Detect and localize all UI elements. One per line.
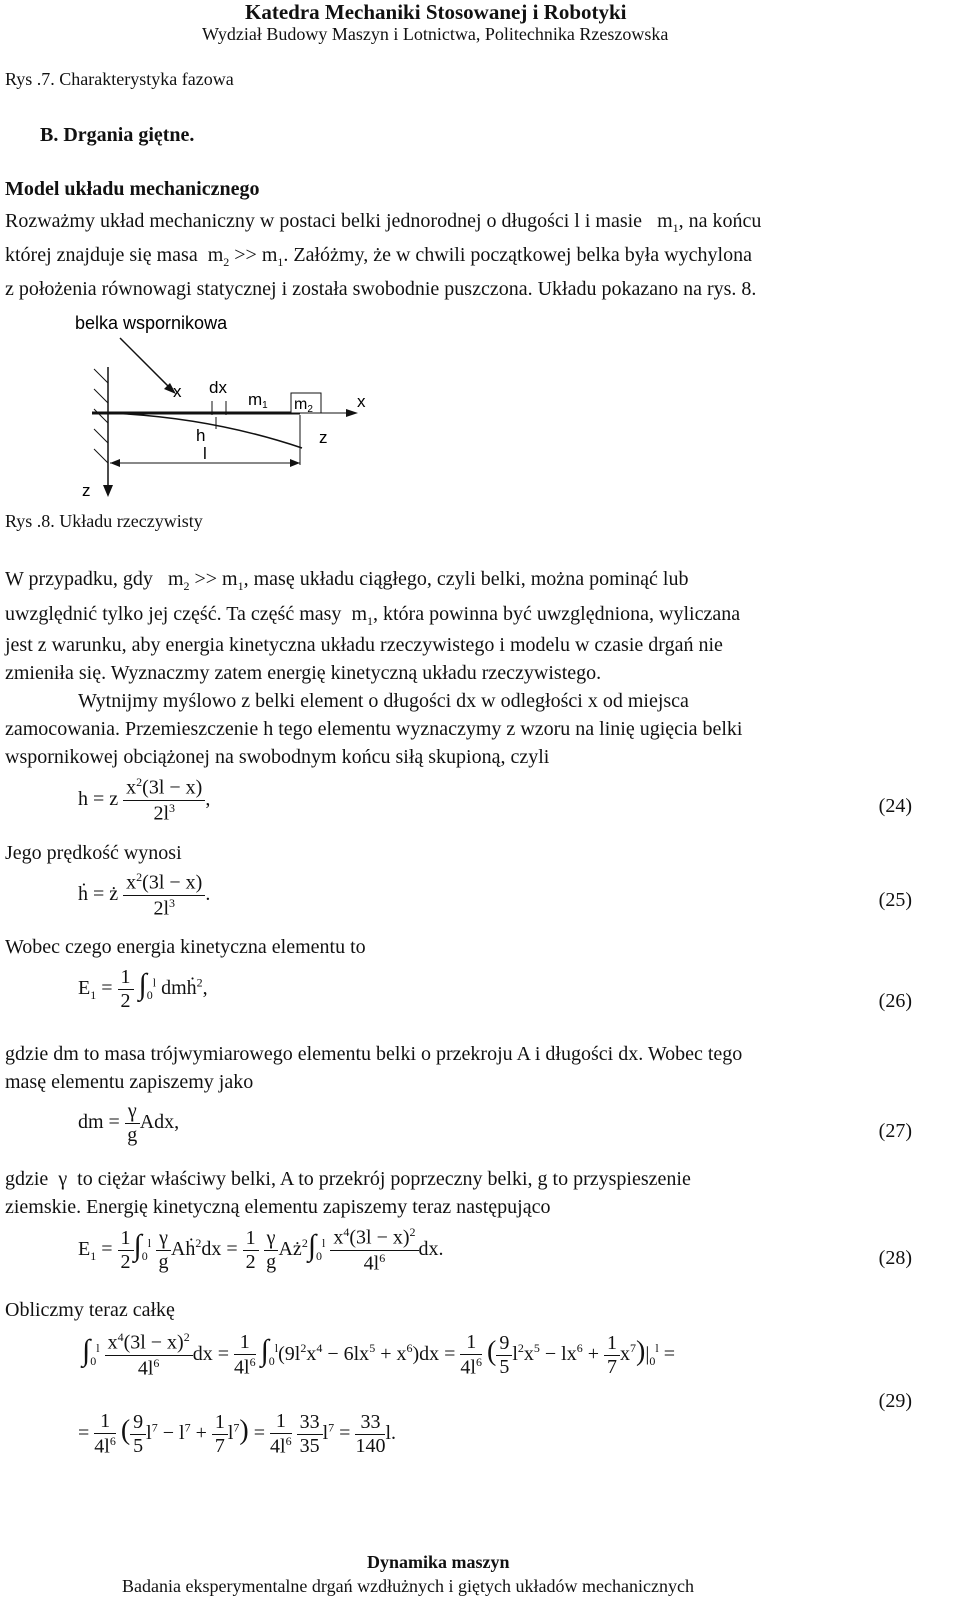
intro-line-2 [5,242,752,276]
text-velocity: Jego prędkość wynosi [5,842,182,864]
wall-hatch [94,369,108,463]
para2-line-4: zmieniła się. Wyznaczmy zatem energię kinetyczną układu rzeczywistego. [5,662,602,684]
eq28-number: (28) [878,1247,912,1269]
equation-29-line-1: $\int_0^l$ $\frac{x^4(3l - x)^2}{4l^6}$ dx = $\frac{1}{4l^6}$ $\int_0^l(9l^2x^4 - 6lx^5 + x^6)dx$ = $\frac{1}{4l^6}$ ( $\frac{9}{5}$ $l^2x^5 - lx^6$ + $\frac{1}{7}$ $x^7)|_0^l$ = [82,1330,675,1380]
caption-rys8: Rys .8. Układu rzeczywisty [5,511,203,531]
equation-27: dm = $\frac{\gamma}{g}$ Adx, [78,1100,180,1146]
eq27-number: (27) [878,1120,912,1142]
equation-24: h = z $\frac{x^2(3l - x)}{2l^3}$ , [78,775,211,825]
footer-subtitle: Badania eksperymentalne drgań wzdłużnych i giętych układów mechanicznych [122,1576,694,1596]
section-title: B. Drgania giętne. [40,124,195,146]
eq25-number: (25) [878,889,912,911]
figure-cantilever [70,305,410,500]
para2-l1-b: , masę układu ciągłego, czyli belki, można pominąć lub [243,568,689,590]
caption-rys7: Rys .7. Charakterystyka fazowa [5,69,234,89]
para2-line-2: uwzględnić tylko jej część. Ta część masy $m_1$, która powinna być uwzględniona, wyliczana [5,603,741,628]
eq26-number: (26) [878,990,912,1012]
para2-l1-a: W przypadku, gdy [5,568,153,590]
para2-line-5: Wytnijmy myślowo z belki element o długości dx w odległości x od miejsca [78,690,689,712]
label-h: h [196,426,206,445]
intro-text-1-end: , na końcu [678,210,762,232]
para2-l2-a: uwzględnić tylko jej część. Ta część masy [5,603,342,625]
label-dx: dx [209,378,227,397]
footer-title: Dynamika maszyn [367,1552,510,1572]
intro-text-1: Rozważmy układ mechaniczny w postaci belki jednorodnej o długości l i masie [5,210,643,232]
para4-line-2: ziemskie. Energię kinetyczną elementu zapiszemy teraz następująco [5,1196,551,1218]
para2-line-6: zamocowania. Przemieszczenie h tego elementu wyznaczymy z wzoru na linię ugięcia belki [5,718,743,740]
text-integral: Obliczmy teraz całkę [5,1299,175,1321]
equation-26: $E_1$ = $\frac{1}{2}$ $\int_0^l$ dmḣ$^2$, [78,966,208,1012]
equation-29-line-2: = $\frac{1}{4l^6}$ ( $\frac{9}{5}$ $l^7 - l^7$ + $\frac{1}{7}$ $l^7$) = $\frac{1}{4l^6}$ $\frac{33}{35}$ $l^7$ = $\frac{33}{140}$ l. [78,1410,396,1458]
intro-line-3: z położenia równowagi statycznej i została swobodnie puszczona. Układu pokazano na rys. 8. [5,278,757,300]
intro-text-2a: której znajduje się masa [5,244,198,266]
para4-l1-b: to ciężar właściwy belki, A to przekrój poprzeczny belki, g to przyspieszenie [77,1168,691,1190]
para3-line-2: masę elementu zapiszemy jako [5,1071,254,1093]
label-z-tip: z [319,428,328,447]
subsection-title: Model układu mechanicznego [5,178,260,200]
header-institution: Katedra Mechaniki Stosowanej i Robotyki [245,0,627,24]
symbol-m1: $m_1$ [647,210,679,235]
intro-text-2b: . Załóżmy, że w chwili początkowej belka była wychylona [283,244,752,266]
label-m1: m1 [248,390,268,411]
header-faculty: Wydział Budowy Maszyn i Lotnictwa, Politechnika Rzeszowska [202,24,669,44]
para4-l1-a: gdzie [5,1168,49,1190]
label-l: l [203,444,207,463]
label-beam: belka wspornikowa [75,313,228,333]
intro-line-1 [5,208,761,242]
para2-l2-b: , która powinna być uwzględniona, wyliczana [373,603,741,625]
para2-line-7: wspornikowej obciążonej na swobodnym końcu siłą skupioną, czyli [5,746,550,768]
label-z-axis: z [82,481,91,500]
eq24-number: (24) [878,795,912,817]
equation-28: $E_1$ = $\frac{1}{2}$ $\int_0^l$ $\frac{\gamma}{g}$ Aḣ$^2$dx = $\frac{1}{2}$ $\frac{\gamma}{g}$ $Aż^2\int_0^l$ $\frac{x^4(3l - x)^2}{4l^6}$ dx. [78,1225,444,1275]
para4-line-1: gdzie γ to ciężar właściwy belki, A to przekrój poprzeczny belki, g to przyspieszenie [5,1168,691,1190]
text-energy: Wobec czego energia kinetyczna elementu to [5,936,366,958]
z-axis-arrow [103,485,113,497]
label-x-axis: x [357,392,366,411]
equation-25: ḣ = ż $\frac{x^2(3l - x)}{2l^3}$ . [78,870,211,920]
arrow-line [120,338,170,388]
eq29-number: (29) [878,1390,912,1412]
para3-line-1: gdzie dm to masa trójwymiarowego elementu belki o przekroju A i długości dx. Wobec tego [5,1043,743,1065]
symbol-m2-gg-m1: $m_2 >> m_1$ [202,244,284,269]
label-m2: m2 [294,396,313,415]
label-x: x [173,382,182,401]
para2-line-3: jest z warunku, aby energia kinetyczna układu rzeczywistego i modelu w czasie drgań nie [5,634,723,656]
para2-line-1: W przypadku, gdy $m_2 >> m_1$, masę układu ciągłego, czyli belki, można pominąć lub [5,568,689,593]
